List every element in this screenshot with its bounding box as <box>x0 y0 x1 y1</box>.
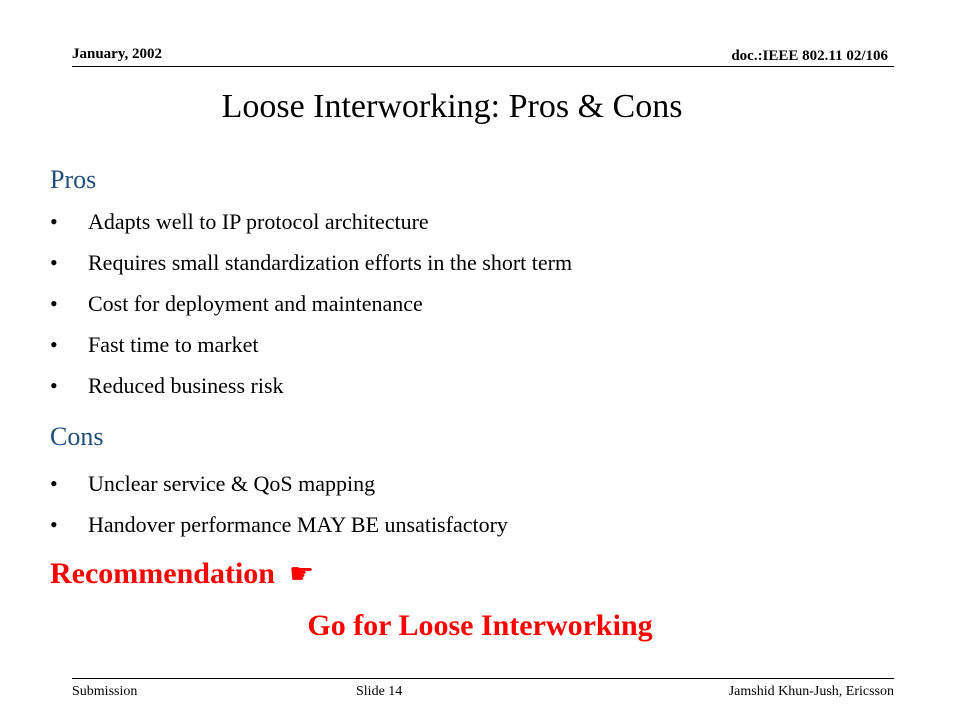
list-item <box>50 250 572 276</box>
pros-item-text: Cost for deployment and maintenance <box>88 291 423 316</box>
pointing-hand-icon: ☛ <box>288 559 315 590</box>
bullet-icon: • <box>50 291 58 316</box>
list-item <box>50 291 572 317</box>
header-date: January, 2002 <box>72 46 163 62</box>
bullet-icon: • <box>50 209 58 234</box>
footer-submission: Submission <box>72 684 138 699</box>
pros-item-text: Adapts well to IP protocol architecture <box>88 209 429 234</box>
footer-author: Jamshid Khun-Jush, Ericsson <box>728 684 894 699</box>
bullet-icon: • <box>50 373 58 398</box>
recommendation-text: Go for Loose Interworking <box>307 609 653 642</box>
pros-list <box>50 209 572 414</box>
list-item <box>50 209 572 235</box>
bullet-icon: • <box>50 512 58 537</box>
footer-slide-number: Slide 14 <box>356 684 403 699</box>
header-doc-id: doc.:IEEE 802.11 02/106 <box>731 48 888 64</box>
bullet-icon: • <box>50 332 58 357</box>
recommendation-label <box>50 557 314 591</box>
cons-item-text: Unclear service & QoS mapping <box>88 471 376 496</box>
list-item <box>50 512 508 538</box>
footer-rule <box>72 678 894 679</box>
header-rule <box>72 66 894 67</box>
list-item <box>50 332 572 358</box>
cons-item-text: Handover performance MAY BE unsatisfactory <box>88 512 508 537</box>
cons-heading: Cons <box>50 422 104 451</box>
pros-item-text: Requires small standardization efforts in the short term <box>88 250 573 275</box>
pros-heading: Pros <box>50 165 97 194</box>
list-item <box>50 373 572 399</box>
bullet-icon: • <box>50 250 58 275</box>
pros-item-text: Reduced business risk <box>88 373 284 398</box>
slide-title: Loose Interworking: Pros & Cons <box>221 88 683 125</box>
cons-list <box>50 471 508 553</box>
list-item <box>50 471 508 497</box>
recommendation-label-text: Recommendation <box>50 557 275 590</box>
bullet-icon: • <box>50 471 58 496</box>
pros-item-text: Fast time to market <box>88 332 259 357</box>
